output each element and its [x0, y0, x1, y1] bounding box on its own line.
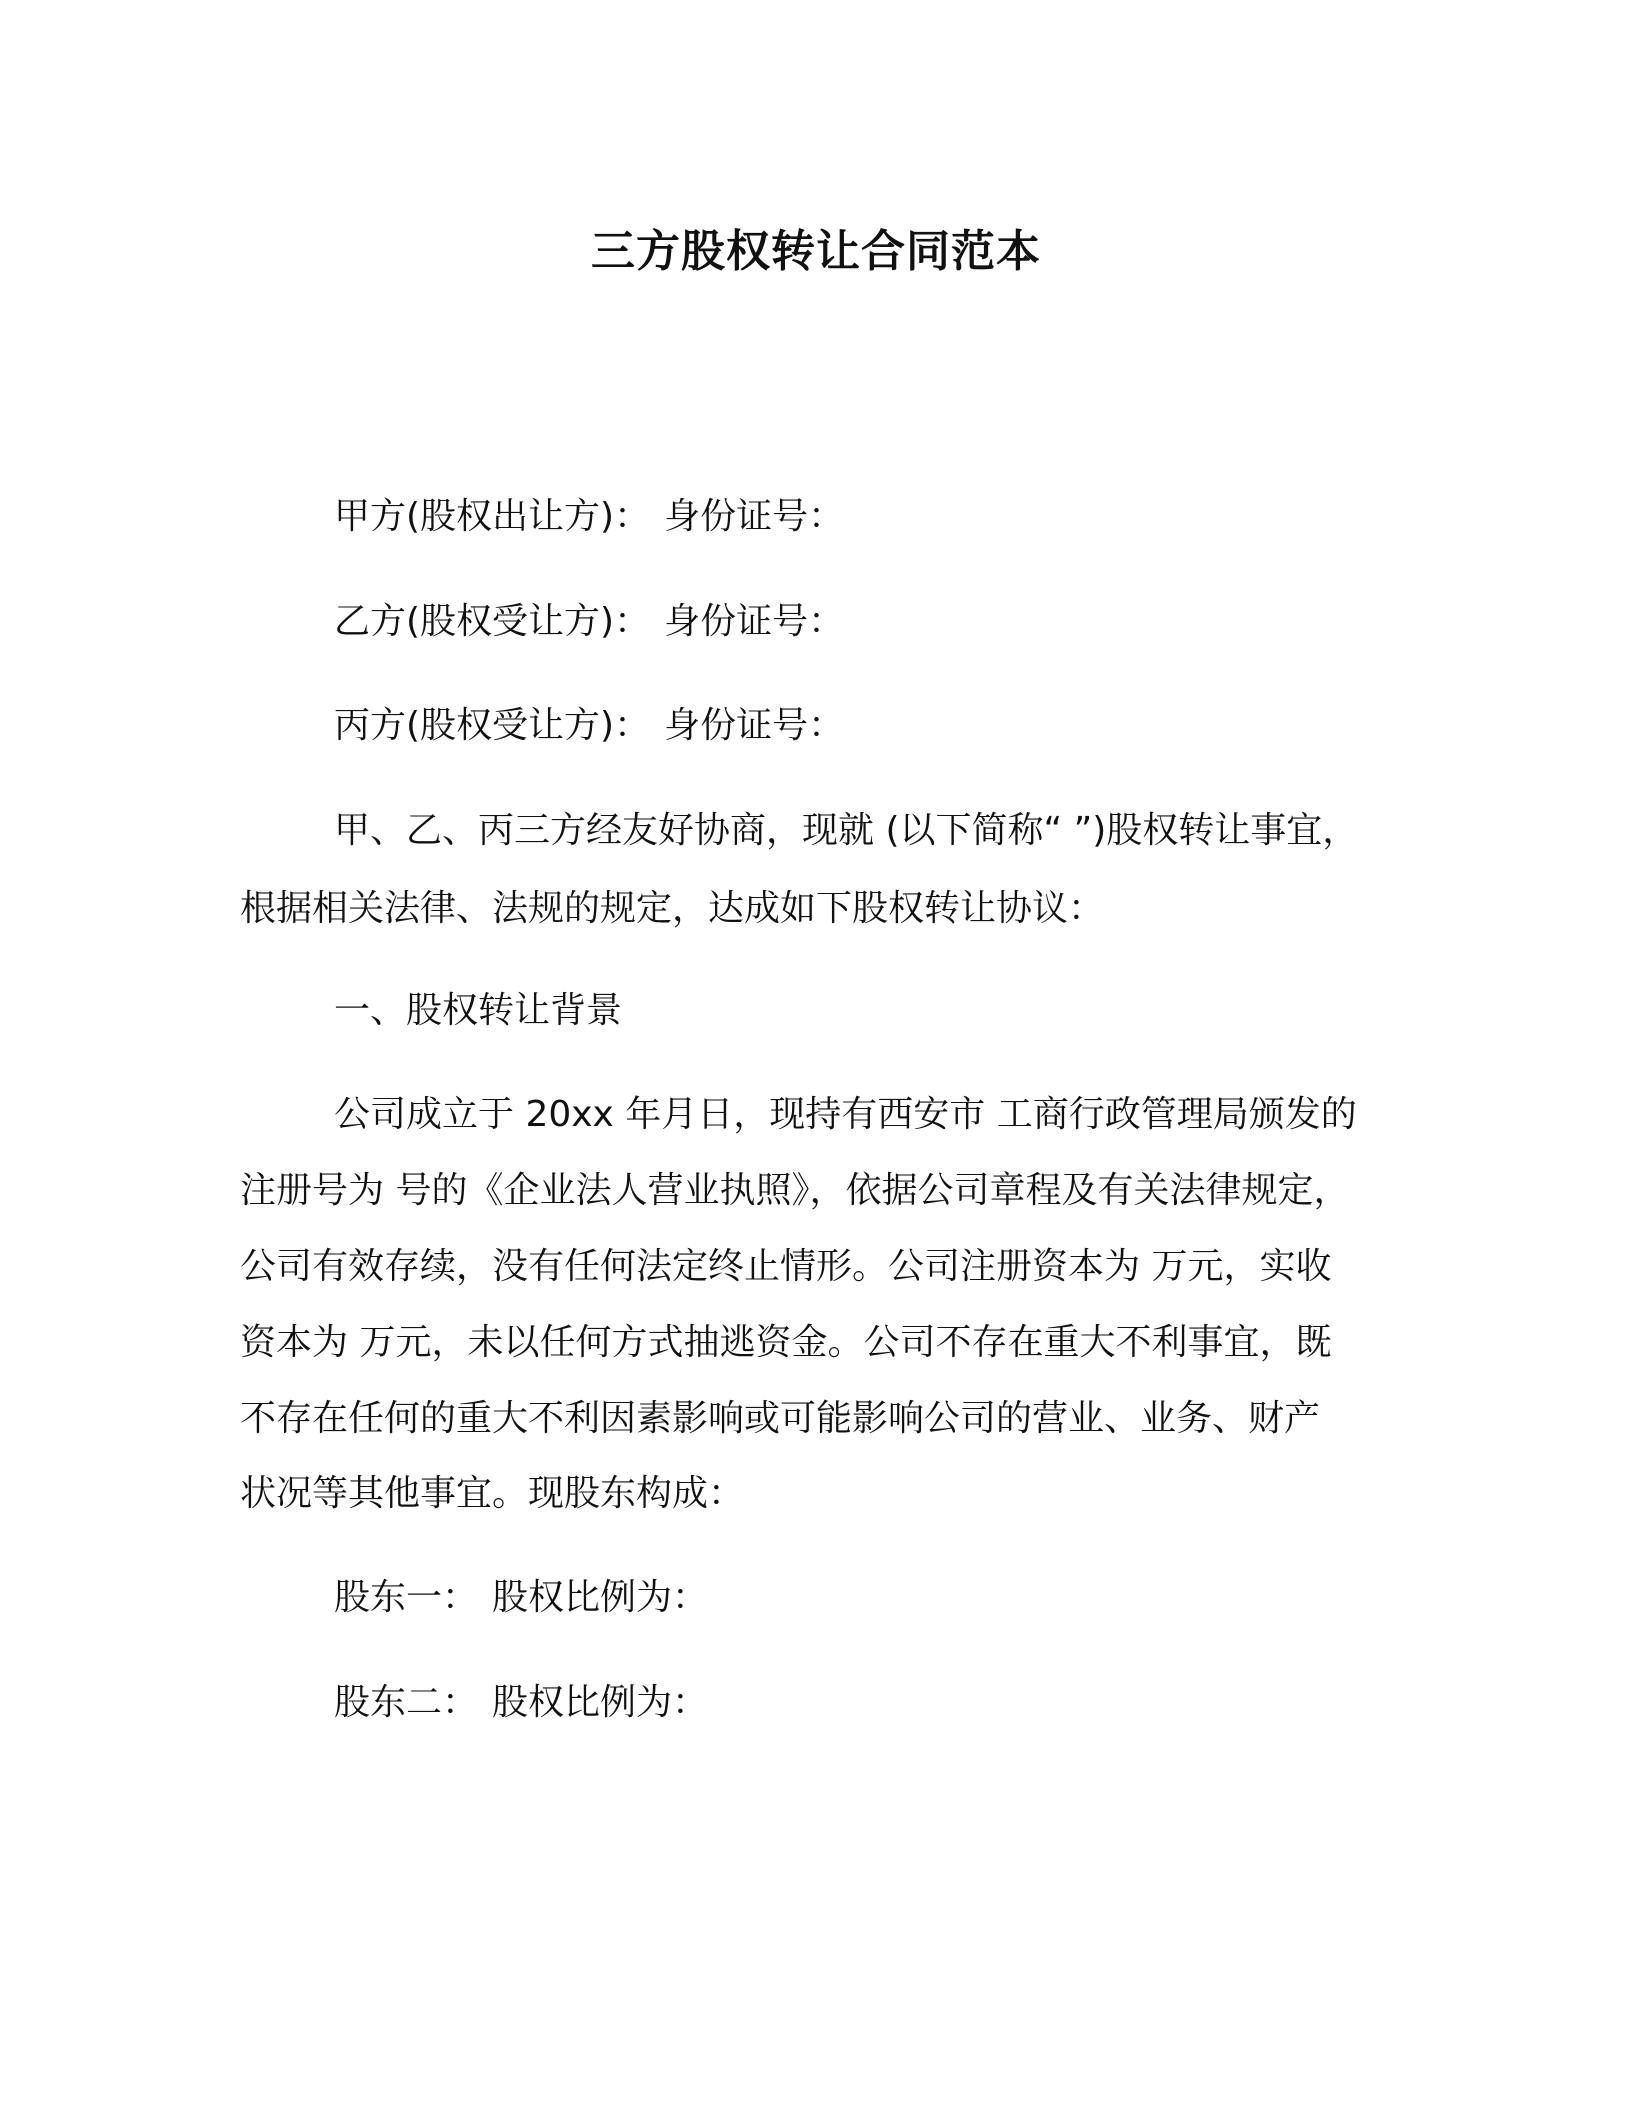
- preamble-line-1: 甲、乙、丙三方经友好协商，现就 (以下简称“ ”)股权转让事宜，: [334, 810, 1359, 851]
- party-b-label: 乙方(股权受让方)：: [334, 601, 651, 642]
- body-line-5: 不存在任何的重大不利因素影响或可能影响公司的营业、业务、财产: [240, 1398, 1321, 1439]
- party-a-id-label: 身份证号：: [664, 496, 845, 537]
- party-c-id-label: 身份证号：: [664, 705, 845, 746]
- shareholder-2-ratio-label: 股权比例为：: [492, 1682, 709, 1723]
- party-line-c: [334, 701, 844, 751]
- party-c-label: 丙方(股权受让方)：: [334, 705, 651, 746]
- section-heading: 一、股权转让背景: [334, 990, 623, 1031]
- shareholder-line-1: [334, 1573, 708, 1623]
- preamble-line-2: 根据相关法律、法规的规定，达成如下股权转让协议：: [240, 888, 1105, 929]
- shareholder-line-2: [334, 1678, 708, 1728]
- party-a-label: 甲方(股权出让方)：: [334, 496, 651, 537]
- body-line-4: 资本为 万元，未以任何方式抽逃资金。公司不存在重大不利事宜，既: [240, 1322, 1332, 1363]
- party-b-id-label: 身份证号：: [664, 601, 845, 642]
- shareholder-1-label: 股东一：: [334, 1577, 479, 1618]
- body-line-3: 公司有效存续，没有任何法定终止情形。公司注册资本为 万元，实收: [240, 1246, 1332, 1287]
- party-line-a: [334, 492, 844, 542]
- body-line-1: 公司成立于 20xx 年月日，现持有西安市 工商行政管理局颁发的: [334, 1094, 1357, 1135]
- party-line-b: [334, 597, 844, 647]
- body-line-6: 状况等其他事宜。现股东构成：: [240, 1473, 745, 1514]
- document-title: 三方股权转让合同范本: [591, 226, 1041, 277]
- shareholder-2-label: 股东二：: [334, 1682, 479, 1723]
- shareholder-1-ratio-label: 股权比例为：: [492, 1577, 709, 1618]
- body-line-2: 注册号为 号的《企业法人营业执照》，依据公司章程及有关法律规定，: [240, 1170, 1350, 1211]
